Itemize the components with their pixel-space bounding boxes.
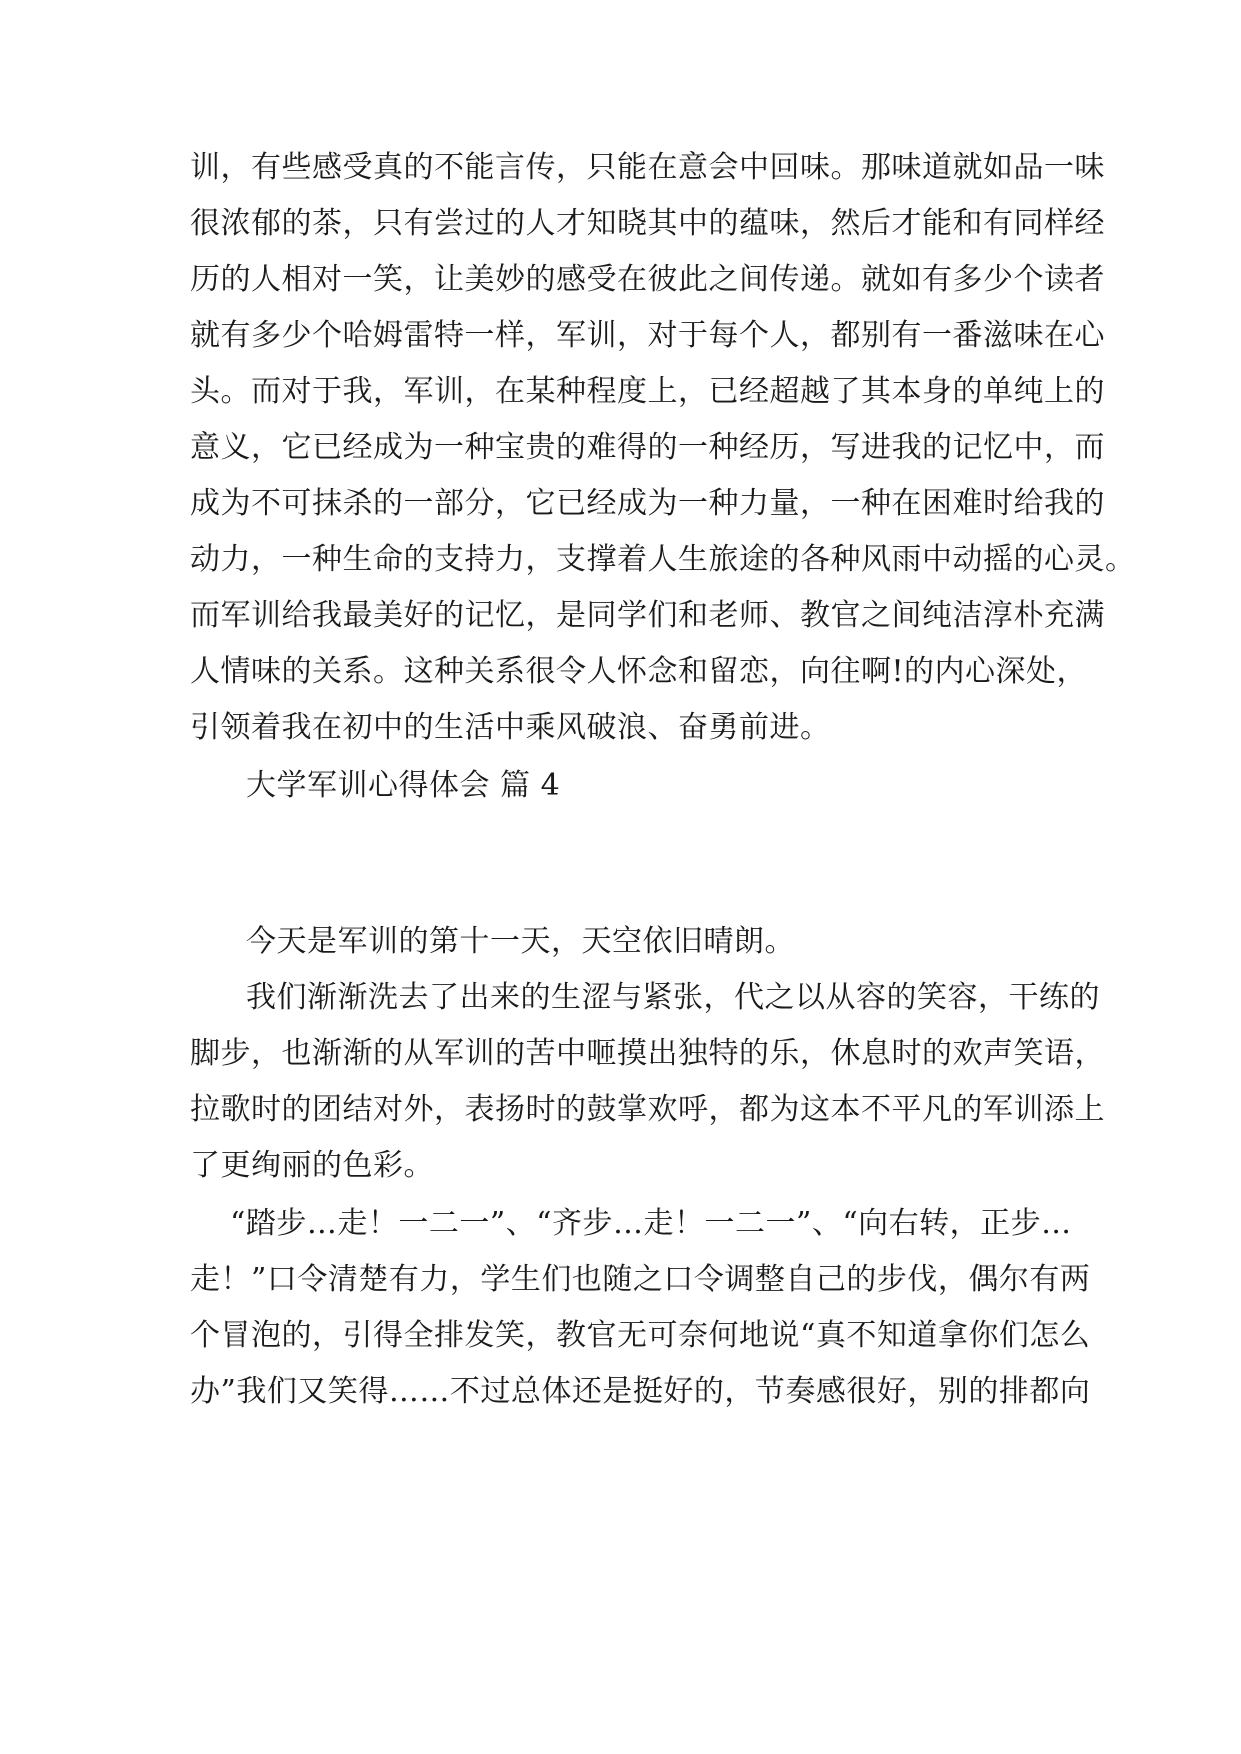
paragraph-line: 拉歌时的团结对外，表扬时的鼓掌欢呼，都为这本不平凡的军训添上: [190, 1092, 1105, 1127]
text-line: 引领着我在初中的生活中乘风破浪、奋勇前进。: [190, 710, 831, 745]
paragraph-line: 今天是军训的第十一天，天空依旧晴朗。: [246, 924, 795, 959]
text-line: 动力，一种生命的支持力，支撑着人生旅途的各种风雨中动摇的心灵。: [190, 542, 1136, 577]
paragraph-line: 了更绚丽的色彩。: [190, 1148, 434, 1183]
paragraph-line: “踏步…走！一二一”、“齐步…走！一二一”、“向右转，正步…: [230, 1206, 1072, 1241]
text-line: 就有多少个哈姆雷特一样，军训，对于每个人，都别有一番滋味在心: [190, 318, 1105, 353]
paragraph-line: 走！”口令清楚有力，学生们也随之口令调整自己的步伐，偶尔有两: [190, 1262, 1091, 1297]
paragraph-line: 办”我们又笑得……不过总体还是挺好的，节奏感很好，别的排都向: [190, 1374, 1091, 1409]
document-body: [190, 0, 1136, 1754]
text-line: 头。而对于我，军训，在某种程度上，已经超越了其本身的单纯上的: [190, 374, 1105, 409]
text-line: 很浓郁的茶，只有尝过的人才知晓其中的蕴味，然后才能和有同样经: [190, 206, 1105, 241]
text-line: 历的人相对一笑，让美妙的感受在彼此之间传递。就如有多少个读者: [190, 262, 1105, 297]
text-line: 人情味的关系。这种关系很令人怀念和留恋，向往啊!的内心深处，: [190, 654, 1088, 689]
text-line: 训，有些感受真的不能言传，只能在意会中回味。那味道就如品一味: [190, 150, 1105, 185]
paragraph-line: 我们渐渐洗去了出来的生涩与紧张，代之以从容的笑容，干练的: [246, 980, 1100, 1015]
text-line: 而军训给我最美好的记忆，是同学们和老师、教官之间纯洁淳朴充满: [190, 598, 1105, 633]
text-line: 意义，它已经成为一种宝贵的难得的一种经历，写进我的记忆中，而: [190, 430, 1105, 465]
section-heading: 大学军训心得体会 篇 4: [246, 768, 561, 803]
paragraph-line: 脚步，也渐渐的从军训的苦中咂摸出独特的乐，休息时的欢声笑语，: [190, 1036, 1105, 1071]
text-line: 成为不可抹杀的一部分，它已经成为一种力量，一种在困难时给我的: [190, 486, 1105, 521]
paragraph-line: 个冒泡的，引得全排发笑，教官无可奈何地说“真不知道拿你们怎么: [190, 1318, 1091, 1353]
